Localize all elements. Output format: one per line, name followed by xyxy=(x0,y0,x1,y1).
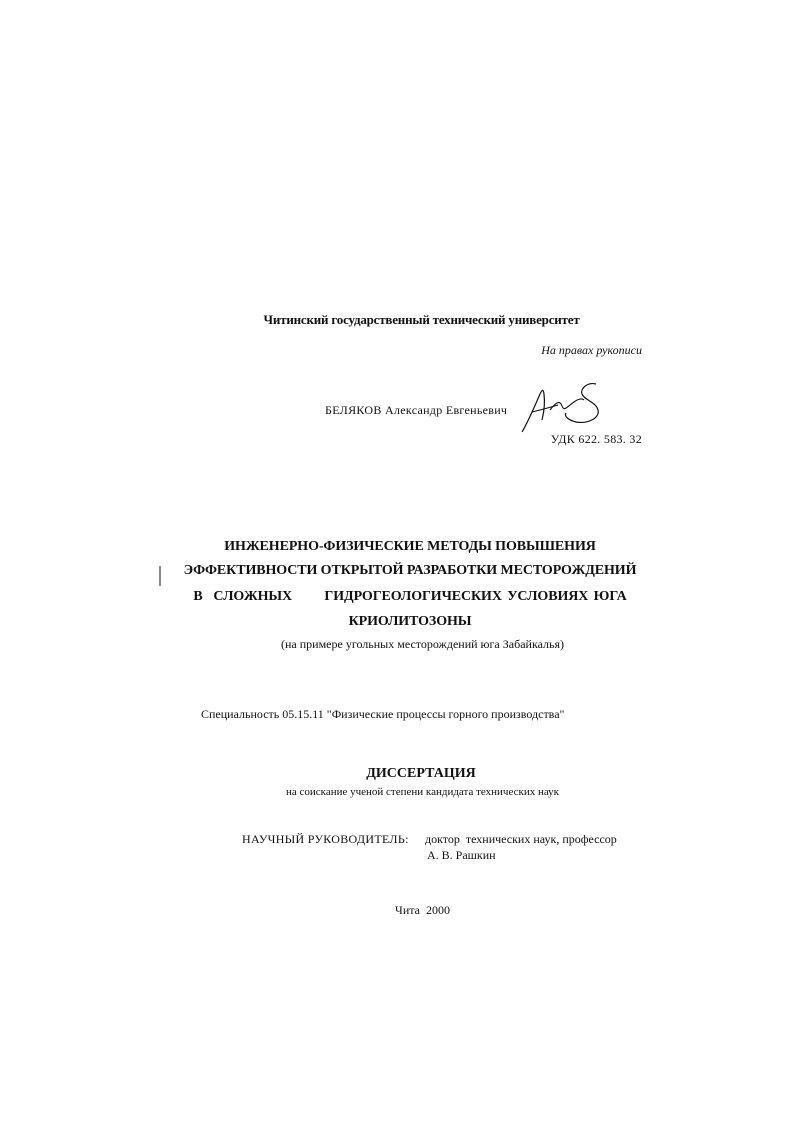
supervisor-title: доктор технических наук, профессор xyxy=(425,832,617,846)
supervisor-name: А. В. Рашкин xyxy=(427,848,496,862)
title-example: (на примере угольных месторождений юга Забайкалья) xyxy=(280,637,565,651)
manuscript-rights: На правах рукописи xyxy=(541,343,642,357)
title-line-1: ИНЖЕНЕРНО-ФИЗИЧЕСКИЕ МЕТОДЫ ПОВЫШЕНИЯ xyxy=(224,539,596,554)
specialty: Специальность 05.15.11 "Физические процессы горного производства" xyxy=(201,707,565,721)
title-line-4: КРИОЛИТОЗОНЫ xyxy=(348,614,472,629)
author-name: БЕЛЯКОВ Александр Евгеньевич xyxy=(325,403,508,417)
degree-description: на соискание ученой степени кандидата технических наук xyxy=(285,786,560,798)
title-line-3: В СЛОЖНЫХ ГИДРОГЕОЛОГИЧЕСКИХ УСЛОВИЯХ ЮГА xyxy=(193,589,627,604)
city-year: Чита 2000 xyxy=(395,903,450,917)
udk-code: УДК 622. 583. 32 xyxy=(550,432,642,446)
supervisor-role: НАУЧНЫЙ РУКОВОДИТЕЛЬ: xyxy=(242,832,409,846)
title-line-2: ЭФФЕКТИВНОСТИ ОТКРЫТОЙ РАЗРАБОТКИ МЕСТОРОЖДЕНИЙ xyxy=(183,563,637,578)
signature-icon xyxy=(518,380,603,436)
university-name: Читинский государственный технический университет xyxy=(263,312,580,327)
dissertation-heading: ДИССЕРТАЦИЯ xyxy=(366,766,476,781)
